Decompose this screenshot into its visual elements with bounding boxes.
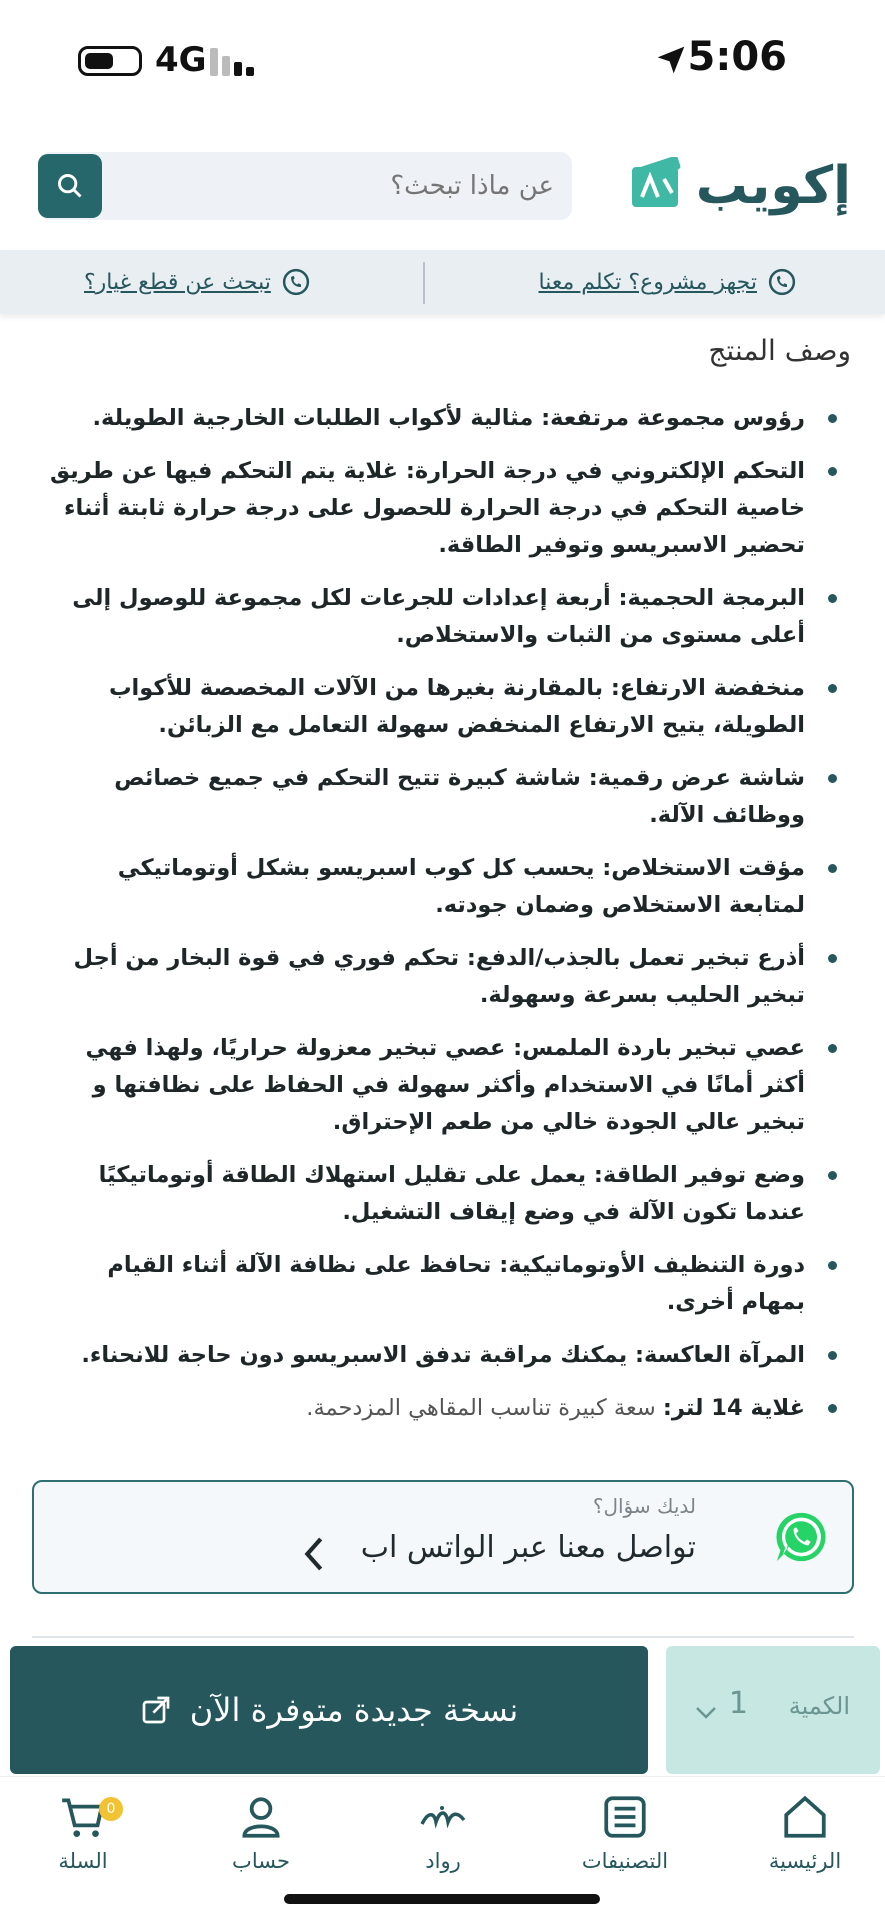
whatsapp-cta: تواصل معنا عبر الواتس اب [360, 1530, 696, 1565]
divider [32, 1636, 854, 1638]
external-link-icon [140, 1694, 172, 1726]
project-contact-link[interactable] [539, 250, 798, 314]
search-box [38, 152, 572, 220]
user-icon [236, 1791, 286, 1843]
list-icon [600, 1791, 650, 1843]
whatsapp-icon [772, 1508, 830, 1566]
nav-home-label: الرئيسية [768, 1849, 842, 1873]
feature-item [45, 1390, 845, 1427]
nav-account-label: حساب [232, 1849, 290, 1873]
feature-label: غلاية 14 لتر: [662, 1395, 805, 1421]
rowad-logo-icon [418, 1791, 468, 1843]
feature-item: أذرع تبخير تعمل بالجذب/الدفع: تحكم فوري في قوة البخار من أجل تبخير الحليب بسرعة وسهولة. [45, 940, 845, 1014]
divider [423, 262, 425, 304]
home-icon [780, 1791, 830, 1843]
project-contact-label: تجهز مشروع؟ تكلم معنا [538, 269, 757, 295]
search-button[interactable] [38, 154, 102, 218]
nav-rowad-label: رواد [425, 1849, 461, 1873]
quantity-value: 1 [728, 1686, 748, 1721]
new-version-button[interactable] [10, 1646, 648, 1774]
nav-cart[interactable] [13, 1791, 153, 1901]
signal-icon [210, 44, 260, 76]
home-indicator [284, 1894, 600, 1904]
feature-item: وضع توفير الطاقة: يعمل على تقليل استهلاك الطاقة أوتوماتيكيًا عندما تكون الآلة في وضع إيقاف التشغيل. [45, 1157, 845, 1231]
spare-parts-link[interactable] [84, 250, 311, 314]
search-input[interactable] [134, 152, 554, 220]
cart-count-badge: 0 [99, 1797, 123, 1821]
feature-item: التحكم الإلكتروني في درجة الحرارة: غلاية يتم التحكم فيها عن طريق خاصية التحكم في درجة الحرارة للحصول على درجة حرارة ثابتة أثناء تحضير الاسبريسو وتوفير الطاقة. [45, 453, 845, 564]
whatsapp-icon [767, 267, 797, 297]
logo[interactable] [628, 154, 851, 218]
new-version-label: نسخة جديدة متوفرة الآن [189, 1691, 519, 1729]
chevron-left-icon [298, 1534, 330, 1574]
feature-item: المرآة العاكسة: يمكنك مراقبة تدفق الاسبريسو دون حاجة للانحناء. [45, 1337, 845, 1374]
nav-home[interactable] [735, 1791, 875, 1901]
description-title: وصف المنتج [708, 334, 851, 367]
feature-text: سعة كبيرة تناسب المقاهي المزدحمة. [306, 1395, 663, 1421]
battery-icon [78, 46, 142, 76]
header [0, 150, 885, 220]
whatsapp-icon [281, 267, 311, 297]
whatsapp-contact-card[interactable] [32, 1480, 854, 1594]
nav-categories-label: التصنيفات [581, 1849, 669, 1873]
feature-list [45, 400, 845, 1443]
spare-parts-label: تبحث عن قطع غيار؟ [84, 269, 271, 295]
status-bar [0, 0, 885, 120]
feature-item: مؤقت الاستخلاص: يحسب كل كوب اسبريسو بشكل أوتوماتيكي لمتابعة الاستخلاص وضمان جودته. [45, 850, 845, 924]
quantity-label: الكمية [788, 1692, 850, 1720]
quantity-select[interactable] [666, 1646, 880, 1774]
feature-item: منخفضة الارتفاع: بالمقارنة بغيرها من الآلات المخصصة للأكواب الطويلة، يتيح الارتفاع المنخفض سهولة التعامل مع الزبائن. [45, 670, 845, 744]
nav-account[interactable] [191, 1791, 331, 1901]
whatsapp-question: لديك سؤال؟ [592, 1494, 696, 1518]
logo-text: إكويب [695, 156, 851, 216]
network-type: 4G [155, 40, 207, 80]
search-icon [56, 172, 84, 200]
nav-cart-label: السلة [58, 1849, 108, 1873]
feature-item: شاشة عرض رقمية: شاشة كبيرة تتيح التحكم في جميع خصائص ووظائف الآلة. [45, 760, 845, 834]
chevron-down-icon [694, 1704, 718, 1722]
nav-rowad[interactable] [373, 1791, 513, 1901]
feature-item: البرمجة الحجمية: أربعة إعدادات للجرعات لكل مجموعة للوصول إلى أعلى مستوى من الثبات والاستخلاص. [45, 580, 845, 654]
cart-icon [58, 1791, 108, 1843]
feature-item: دورة التنظيف الأوتوماتيكية: تحافظ على نظافة الآلة أثناء القيام بمهام أخرى. [45, 1247, 845, 1321]
feature-item: رؤوس مجموعة مرتفعة: مثالية لأكواب الطلبات الخارجية الطويلة. [45, 400, 845, 437]
logo-mark-icon [628, 157, 686, 215]
clock: 5:06 [687, 34, 787, 80]
help-strip [0, 250, 885, 314]
feature-item: عصي تبخير باردة الملمس: عصي تبخير معزولة حراريًا، ولهذا فهي أكثر أمانًا في الاستخدام وأكثر سهولة في الحفاظ على نظافتها و تبخير عالي الجودة خالي من طعم الإحتراق. [45, 1030, 845, 1141]
nav-categories[interactable] [555, 1791, 695, 1901]
location-arrow-icon [655, 44, 687, 76]
